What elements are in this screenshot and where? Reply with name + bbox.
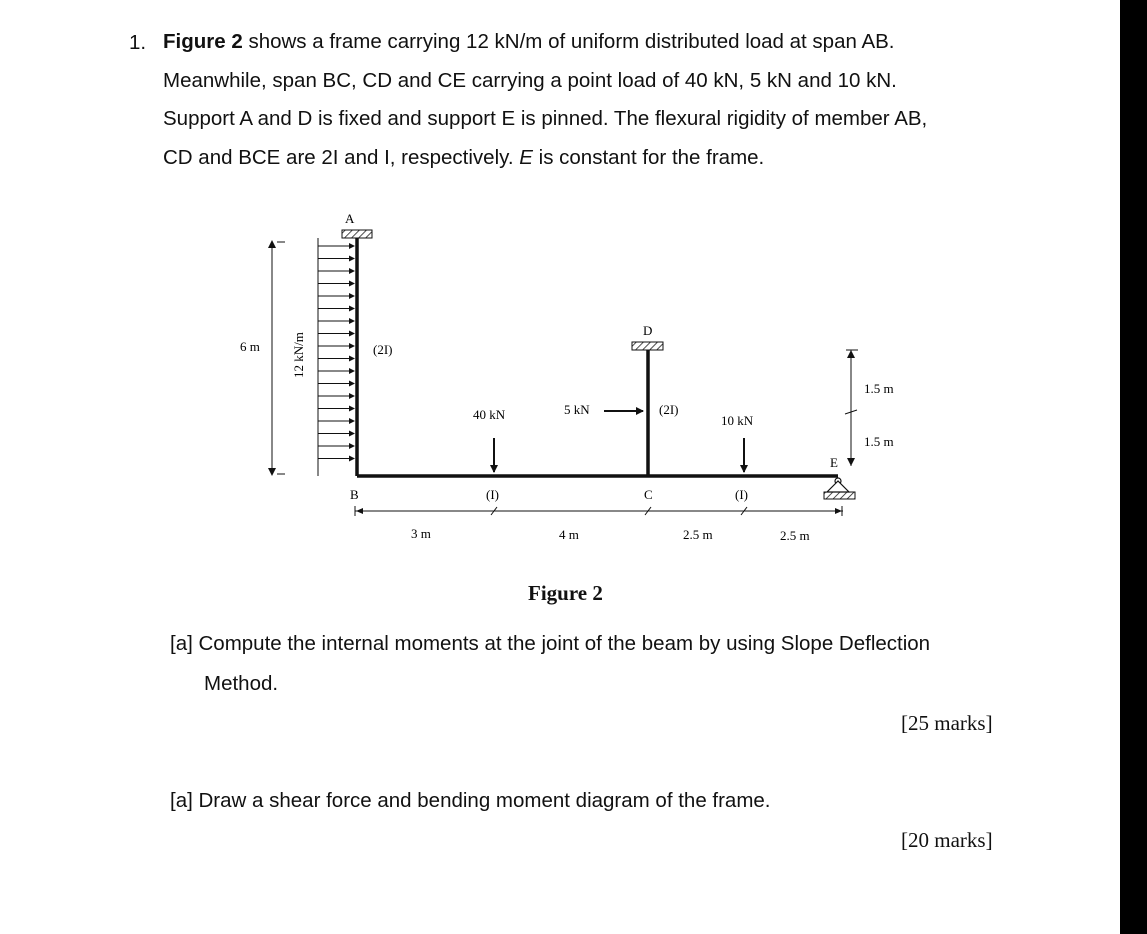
dim-e-bottom-label: 1.5 m xyxy=(864,434,894,449)
part-b-line-1: [a] Draw a shear force and bending moment diagram of the frame. xyxy=(170,789,771,812)
udl-arrow-head xyxy=(349,318,355,324)
part-a-line-2: Method. xyxy=(204,672,279,695)
dim-e-vertical xyxy=(845,350,858,466)
question-number: 1. xyxy=(129,31,147,54)
figure-reference: Figure 2 xyxy=(163,30,243,53)
part-b-marks: [20 marks] xyxy=(901,828,993,852)
span-4-label: 2.5 m xyxy=(780,528,810,543)
udl-label: 12 kN/m xyxy=(291,332,306,378)
udl-arrow-head xyxy=(349,431,355,437)
load-10kn-label: 10 kN xyxy=(721,413,754,428)
ce-rigidity-label: (I) xyxy=(735,487,748,502)
span-1-label: 3 m xyxy=(411,526,431,541)
bc-rigidity-label: (I) xyxy=(486,487,499,502)
pinned-support-e-base xyxy=(824,492,855,499)
udl-arrow-head xyxy=(349,256,355,262)
udl-arrow-head xyxy=(349,443,355,449)
udl-arrow-head xyxy=(349,331,355,337)
udl-load xyxy=(318,238,355,476)
udl-arrow-head xyxy=(349,381,355,387)
udl-arrow-head xyxy=(349,368,355,374)
udl-arrow-head xyxy=(349,456,355,462)
cd-rigidity-label: (2I) xyxy=(659,402,679,417)
dim-height-ab xyxy=(268,240,285,476)
udl-arrow-head xyxy=(349,306,355,312)
span-2-label: 4 m xyxy=(559,527,579,542)
modulus-symbol: E xyxy=(519,146,533,169)
ab-rigidity-label: (2I) xyxy=(373,342,393,357)
pinned-support-e xyxy=(827,481,849,492)
udl-arrow-head xyxy=(349,268,355,274)
label-b: B xyxy=(350,487,359,502)
load-5kn-label: 5 kN xyxy=(564,402,590,417)
question-line-4: CD and BCE are 2I and I, respectively. E is constant for the frame. xyxy=(163,146,765,169)
question-line-2: Meanwhile, span BC, CD and CE carrying a point load of 40 kN, 5 kN and 10 kN. xyxy=(163,69,897,92)
part-a-line-1: [a] Compute the internal moments at the joint of the beam by using Slope Deflection xyxy=(170,632,931,655)
span-3-label: 2.5 m xyxy=(683,527,713,542)
frame-figure xyxy=(0,200,1147,780)
dim-6m-label: 6 m xyxy=(240,339,260,354)
label-e: E xyxy=(830,455,838,470)
label-d: D xyxy=(643,323,653,338)
dim-e-top-label: 1.5 m xyxy=(864,381,894,396)
label-c: C xyxy=(644,487,653,502)
part-a-marks: [25 marks] xyxy=(901,711,993,735)
question-line-1: Figure 2 shows a frame carrying 12 kN/m of uniform distributed load at span AB. xyxy=(163,30,895,53)
udl-arrow-head xyxy=(349,243,355,249)
figure-caption: Figure 2 xyxy=(528,581,603,605)
udl-arrow-head xyxy=(349,356,355,362)
udl-arrow-head xyxy=(349,343,355,349)
udl-arrow-head xyxy=(349,418,355,424)
fixed-support-a xyxy=(342,230,372,238)
fixed-support-d xyxy=(632,342,663,350)
load-40kn-label: 40 kN xyxy=(473,407,506,422)
udl-arrow-head xyxy=(349,393,355,399)
udl-arrow-head xyxy=(349,281,355,287)
question-line-3: Support A and D is fixed and support E is pinned. The flexural rigidity of member AB, xyxy=(163,107,928,130)
udl-arrow-head xyxy=(349,406,355,412)
dim-horizontal xyxy=(355,506,843,516)
label-a: A xyxy=(345,211,355,226)
udl-arrow-head xyxy=(349,293,355,299)
